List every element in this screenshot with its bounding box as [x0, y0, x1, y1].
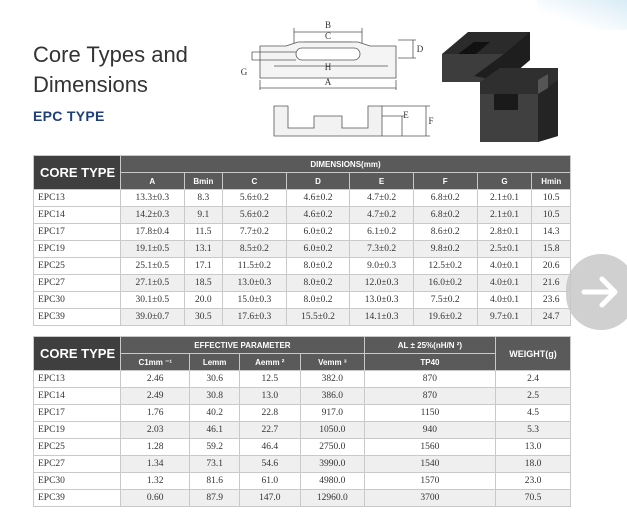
- value-cell: 2.1±0.1: [477, 190, 532, 207]
- col-c1: C1mm ⁻¹: [121, 354, 190, 371]
- label-h: H: [324, 62, 332, 72]
- value-cell: 54.6: [239, 456, 300, 473]
- label-g: G: [240, 67, 248, 77]
- value-cell: 15.5±0.2: [286, 309, 350, 326]
- value-cell: 81.6: [190, 473, 239, 490]
- value-cell: 87.9: [190, 490, 239, 507]
- value-cell: 11.5±0.2: [223, 258, 287, 275]
- value-cell: 12.5±0.2: [413, 258, 477, 275]
- value-cell: 46.1: [190, 422, 239, 439]
- dimension-diagram: [238, 18, 438, 143]
- value-cell: 20.6: [532, 258, 571, 275]
- al-header: AL ± 25%(nH/N ²): [364, 337, 495, 354]
- value-cell: 0.60: [121, 490, 190, 507]
- core-name-cell: EPC13: [34, 371, 121, 388]
- label-f: F: [428, 116, 434, 126]
- value-cell: 30.1±0.5: [121, 292, 185, 309]
- table-row: [34, 224, 571, 241]
- core-name-cell: EPC17: [34, 224, 121, 241]
- value-cell: 19.6±0.2: [413, 309, 477, 326]
- value-cell: 5.6±0.2: [223, 207, 287, 224]
- value-cell: 30.8: [190, 388, 239, 405]
- core-name-cell: EPC25: [34, 439, 121, 456]
- value-cell: 13.1: [184, 241, 222, 258]
- value-cell: 25.1±0.5: [121, 258, 185, 275]
- value-cell: 2.4: [496, 371, 571, 388]
- table-row: [34, 422, 571, 439]
- table-row: [34, 309, 571, 326]
- table-row: [34, 190, 571, 207]
- value-cell: 6.0±0.2: [286, 241, 350, 258]
- value-cell: 1570: [364, 473, 495, 490]
- value-cell: 2.03: [121, 422, 190, 439]
- value-cell: 17.6±0.3: [223, 309, 287, 326]
- value-cell: 3990.0: [300, 456, 364, 473]
- core-name-cell: EPC25: [34, 258, 121, 275]
- value-cell: 61.0: [239, 473, 300, 490]
- value-cell: 12.5: [239, 371, 300, 388]
- value-cell: 17.8±0.4: [121, 224, 185, 241]
- value-cell: 4.6±0.2: [286, 207, 350, 224]
- value-cell: 13.0±0.3: [350, 292, 414, 309]
- table-row: [34, 275, 571, 292]
- next-button[interactable]: [566, 254, 627, 330]
- value-cell: 1560: [364, 439, 495, 456]
- table-row: [34, 456, 571, 473]
- value-cell: 8.0±0.2: [286, 292, 350, 309]
- label-e: E: [403, 110, 409, 120]
- col-ve: Vemm ³: [300, 354, 364, 371]
- value-cell: 4.0±0.1: [477, 258, 532, 275]
- arrow-right-icon: [580, 274, 620, 310]
- value-cell: 15.8: [532, 241, 571, 258]
- col-tp40: TP40: [364, 354, 495, 371]
- value-cell: 940: [364, 422, 495, 439]
- dimensions-table: [33, 155, 571, 326]
- value-cell: 10.5: [532, 207, 571, 224]
- value-cell: 15.0±0.3: [223, 292, 287, 309]
- value-cell: 12960.0: [300, 490, 364, 507]
- value-cell: 870: [364, 371, 495, 388]
- col-le: Lemm: [190, 354, 239, 371]
- value-cell: 21.6: [532, 275, 571, 292]
- core-type-header: CORE TYPE: [34, 156, 121, 190]
- value-cell: 59.2: [190, 439, 239, 456]
- value-cell: 2.5: [496, 388, 571, 405]
- value-cell: 22.7: [239, 422, 300, 439]
- value-cell: 5.6±0.2: [223, 190, 287, 207]
- table-row: [34, 405, 571, 422]
- table-row: [34, 371, 571, 388]
- value-cell: 2750.0: [300, 439, 364, 456]
- core-name-cell: EPC39: [34, 309, 121, 326]
- value-cell: 23.6: [532, 292, 571, 309]
- value-cell: 9.1: [184, 207, 222, 224]
- label-b: B: [324, 20, 332, 30]
- value-cell: 7.3±0.2: [350, 241, 414, 258]
- table-row: [34, 473, 571, 490]
- value-cell: 16.0±0.2: [413, 275, 477, 292]
- table-row: [34, 490, 571, 507]
- value-cell: 4.5: [496, 405, 571, 422]
- core-name-cell: EPC14: [34, 207, 121, 224]
- value-cell: 14.2±0.3: [121, 207, 185, 224]
- value-cell: 4980.0: [300, 473, 364, 490]
- core-type-header-2: CORE TYPE: [34, 337, 121, 371]
- value-cell: 14.3: [532, 224, 571, 241]
- value-cell: 14.1±0.3: [350, 309, 414, 326]
- value-cell: 13.0: [239, 388, 300, 405]
- core-name-cell: EPC30: [34, 292, 121, 309]
- table-row: [34, 292, 571, 309]
- core-name-cell: EPC13: [34, 190, 121, 207]
- value-cell: 5.3: [496, 422, 571, 439]
- value-cell: 8.0±0.2: [286, 258, 350, 275]
- value-cell: 7.7±0.2: [223, 224, 287, 241]
- page-title: [33, 40, 188, 100]
- value-cell: 17.1: [184, 258, 222, 275]
- value-cell: 1050.0: [300, 422, 364, 439]
- value-cell: 6.1±0.2: [350, 224, 414, 241]
- value-cell: 3700: [364, 490, 495, 507]
- value-cell: 4.6±0.2: [286, 190, 350, 207]
- value-cell: 27.1±0.5: [121, 275, 185, 292]
- value-cell: 40.2: [190, 405, 239, 422]
- col-d: D: [286, 173, 350, 190]
- value-cell: 2.8±0.1: [477, 224, 532, 241]
- value-cell: 2.46: [121, 371, 190, 388]
- value-cell: 382.0: [300, 371, 364, 388]
- value-cell: 12.0±0.3: [350, 275, 414, 292]
- table-row: [34, 241, 571, 258]
- value-cell: 386.0: [300, 388, 364, 405]
- value-cell: 8.0±0.2: [286, 275, 350, 292]
- value-cell: 70.5: [496, 490, 571, 507]
- value-cell: 46.4: [239, 439, 300, 456]
- core-name-cell: EPC17: [34, 405, 121, 422]
- value-cell: 30.5: [184, 309, 222, 326]
- value-cell: 8.6±0.2: [413, 224, 477, 241]
- value-cell: 8.3: [184, 190, 222, 207]
- value-cell: 11.5: [184, 224, 222, 241]
- table-row: [34, 439, 571, 456]
- core-name-cell: EPC27: [34, 275, 121, 292]
- value-cell: 30.6: [190, 371, 239, 388]
- value-cell: 147.0: [239, 490, 300, 507]
- core-name-cell: EPC14: [34, 388, 121, 405]
- col-g: G: [477, 173, 532, 190]
- value-cell: 19.1±0.5: [121, 241, 185, 258]
- title-line-1: Core Types and: [33, 42, 188, 67]
- col-c: C: [223, 173, 287, 190]
- value-cell: 13.3±0.3: [121, 190, 185, 207]
- value-cell: 870: [364, 388, 495, 405]
- col-e: E: [350, 173, 414, 190]
- value-cell: 20.0: [184, 292, 222, 309]
- value-cell: 23.0: [496, 473, 571, 490]
- value-cell: 9.7±0.1: [477, 309, 532, 326]
- value-cell: 4.7±0.2: [350, 207, 414, 224]
- value-cell: 73.1: [190, 456, 239, 473]
- value-cell: 2.5±0.1: [477, 241, 532, 258]
- value-cell: 22.8: [239, 405, 300, 422]
- value-cell: 4.0±0.1: [477, 292, 532, 309]
- value-cell: 917.0: [300, 405, 364, 422]
- value-cell: 1.34: [121, 456, 190, 473]
- value-cell: 13.0±0.3: [223, 275, 287, 292]
- core-name-cell: EPC19: [34, 241, 121, 258]
- value-cell: 18.5: [184, 275, 222, 292]
- title-line-2: Dimensions: [33, 72, 148, 97]
- label-d: D: [416, 44, 424, 54]
- label-a: A: [324, 77, 332, 87]
- value-cell: 2.1±0.1: [477, 207, 532, 224]
- value-cell: 1150: [364, 405, 495, 422]
- value-cell: 39.0±0.7: [121, 309, 185, 326]
- weight-header: WEIGHT(g): [496, 337, 571, 371]
- core-name-cell: EPC30: [34, 473, 121, 490]
- value-cell: 7.5±0.2: [413, 292, 477, 309]
- value-cell: 4.0±0.1: [477, 275, 532, 292]
- dimensions-group-header: DIMENSIONS(mm): [121, 156, 571, 173]
- core-name-cell: EPC39: [34, 490, 121, 507]
- col-hmin: Hmin: [532, 173, 571, 190]
- label-c: C: [324, 31, 332, 41]
- col-f: F: [413, 173, 477, 190]
- value-cell: 9.8±0.2: [413, 241, 477, 258]
- value-cell: 1540: [364, 456, 495, 473]
- value-cell: 1.76: [121, 405, 190, 422]
- table-row: [34, 388, 571, 405]
- core-name-cell: EPC19: [34, 422, 121, 439]
- col-bmin: Bmin: [184, 173, 222, 190]
- core-type-subtitle: EPC TYPE: [33, 108, 105, 124]
- value-cell: 1.32: [121, 473, 190, 490]
- table-row: [34, 258, 571, 275]
- col-ae: Aemm ²: [239, 354, 300, 371]
- value-cell: 10.5: [532, 190, 571, 207]
- value-cell: 2.49: [121, 388, 190, 405]
- col-a: A: [121, 173, 185, 190]
- epc-core-image: [438, 24, 568, 144]
- value-cell: 18.0: [496, 456, 571, 473]
- value-cell: 9.0±0.3: [350, 258, 414, 275]
- table-row: [34, 207, 571, 224]
- core-name-cell: EPC27: [34, 456, 121, 473]
- value-cell: 8.5±0.2: [223, 241, 287, 258]
- effective-parameter-group-header: EFFECTIVE PARAMETER: [121, 337, 365, 354]
- value-cell: 6.8±0.2: [413, 207, 477, 224]
- effective-parameter-table: [33, 336, 571, 507]
- value-cell: 6.8±0.2: [413, 190, 477, 207]
- value-cell: 1.28: [121, 439, 190, 456]
- value-cell: 6.0±0.2: [286, 224, 350, 241]
- value-cell: 4.7±0.2: [350, 190, 414, 207]
- value-cell: 13.0: [496, 439, 571, 456]
- value-cell: 24.7: [532, 309, 571, 326]
